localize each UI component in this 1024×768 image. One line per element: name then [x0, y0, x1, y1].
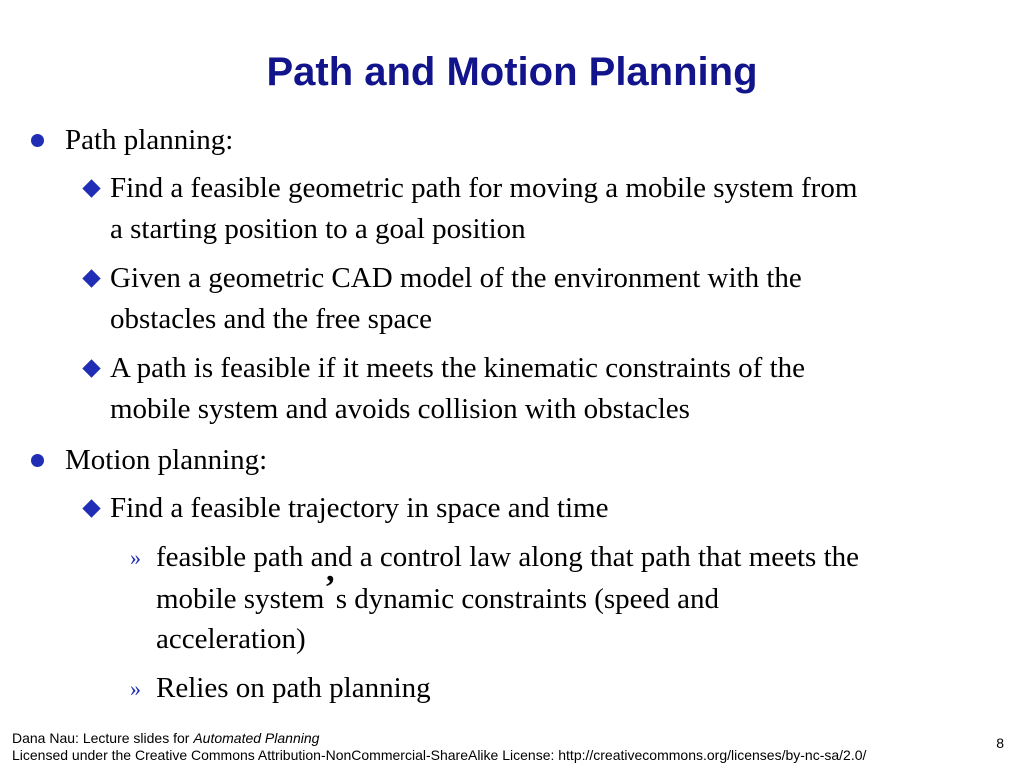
bullet-raquo-icon: » — [130, 545, 141, 570]
footer-prefix: Dana Nau: Lecture slides for — [12, 730, 194, 746]
footer-credit — [12, 729, 319, 747]
bullet-diamond-icon — [82, 499, 100, 517]
bullet-diamond-icon — [82, 359, 100, 377]
footer-license: Licensed under the Creative Commons Attribution-NonCommercial-ShareAlike License: http://creativecommons.org/licenses/by-nc-sa/2.0/ — [12, 747, 867, 763]
page-number: 8 — [996, 735, 1004, 751]
sub-bullet-text: a starting position to a goal position — [110, 213, 526, 245]
text-fragment: s dynamic constraints (speed and — [335, 583, 720, 615]
text-fragment: mobile system — [156, 583, 325, 615]
bullet-diamond-icon — [82, 179, 100, 197]
bullet-path-planning: Path planning: — [65, 124, 234, 156]
bullet-diamond-icon — [82, 269, 100, 287]
bullet-motion-planning: Motion planning: — [65, 444, 268, 476]
sub-bullet-text: A path is feasible if it meets the kinematic constraints of the — [110, 352, 806, 384]
subsub-bullet-text — [156, 569, 720, 619]
bullet-dot-icon — [31, 134, 44, 147]
sub-bullet-text: Find a feasible geometric path for moving a mobile system from — [110, 172, 858, 204]
apostrophe-glyph: ’ — [324, 569, 336, 606]
subsub-bullet-text: Relies on path planning — [156, 672, 431, 704]
subsub-bullet-text: feasible path and a control law along that path that meets the — [156, 541, 860, 573]
sub-bullet-text: Find a feasible trajectory in space and time — [110, 492, 609, 524]
sub-bullet-text: obstacles and the free space — [110, 303, 433, 335]
footer-book-title: Automated Planning — [193, 730, 320, 746]
sub-bullet-text: mobile system and avoids collision with obstacles — [110, 393, 690, 425]
slide-title: Path and Motion Planning — [266, 50, 758, 94]
bullet-dot-icon — [31, 454, 44, 467]
subsub-bullet-text: acceleration) — [156, 623, 306, 655]
bullet-raquo-icon: » — [130, 676, 141, 701]
sub-bullet-text: Given a geometric CAD model of the environment with the — [110, 262, 802, 294]
